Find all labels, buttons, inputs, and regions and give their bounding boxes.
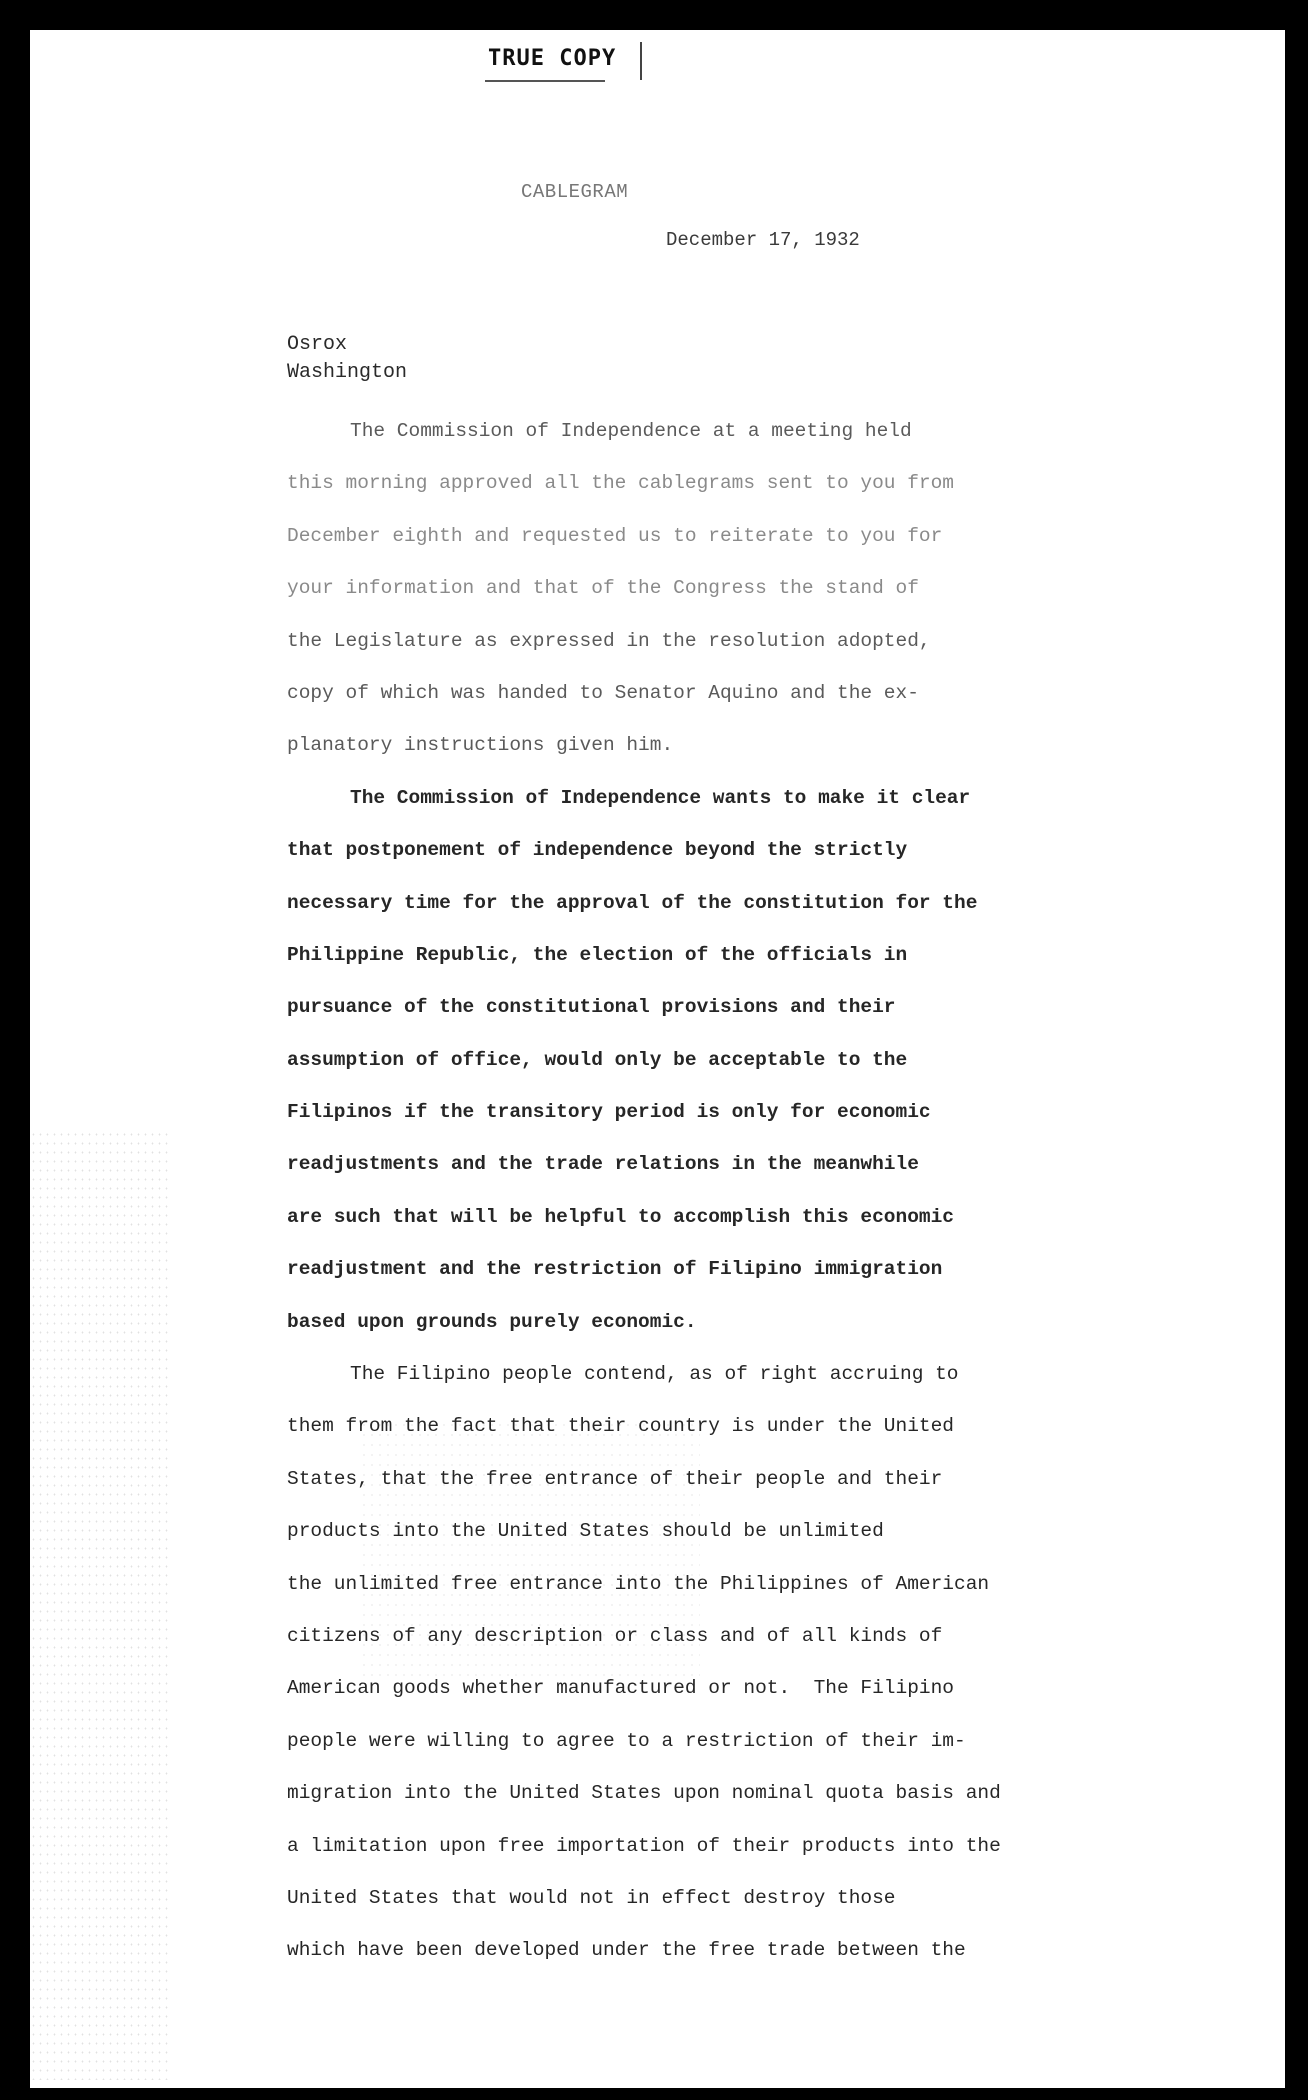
text-line: the Legislature as expressed in the resolution adopted, (287, 629, 931, 652)
text-line: pursuance of the constitutional provisions and their (287, 996, 896, 1019)
text-line: based upon grounds purely economic. (287, 1310, 697, 1333)
paragraph-1 (287, 405, 1167, 772)
text-line: The Commission of Independence at a meeting held (350, 420, 912, 442)
text-line: American goods whether manufactured or not. The Filipino (287, 1677, 955, 1700)
text-line: Filipinos if the transitory period is only for economic (287, 1101, 931, 1124)
document-date: December 17, 1932 (666, 229, 860, 251)
text-line: the unlimited free entrance into the Philippines of American (287, 1572, 990, 1595)
text-line: a limitation upon free importation of their products into the (287, 1834, 1001, 1857)
text-line: migration into the United States upon nominal quota basis and (287, 1782, 1001, 1805)
text-line: this morning approved all the cablegrams sent to you from (287, 472, 955, 495)
text-line: citizens of any description or class and of all kinds of (287, 1624, 943, 1647)
text-line: readjustment and the restriction of Filipino immigration (287, 1258, 943, 1281)
text-line: people were willing to agree to a restriction of their im- (287, 1729, 966, 1752)
text-line: The Commission of Independence wants to make it clear (350, 786, 971, 809)
text-line: States, that the free entrance of their people and their (287, 1467, 943, 1490)
addressee-line: Osrox (287, 333, 348, 356)
text-line: readjustments and the trade relations in the meanwhile (287, 1153, 919, 1176)
text-line: that postponement of independence beyond the strictly (287, 839, 908, 862)
text-line: planatory instructions given him. (287, 734, 674, 757)
text-line: your information and that of the Congress the stand of (287, 577, 919, 600)
scan-noise-left (30, 1130, 170, 2080)
stamp-margin-mark (640, 42, 642, 80)
document-type: CABLEGRAM (521, 181, 629, 203)
text-line: copy of which was handed to Senator Aquino and the ex- (287, 681, 919, 704)
text-line: necessary time for the approval of the constitution for the (287, 891, 978, 914)
true-copy-stamp: TRUE COPY (488, 46, 617, 71)
text-line: are such that will be helpful to accomplish this economic (287, 1205, 955, 1228)
addressee-block (287, 331, 407, 387)
text-line: December eighth and requested us to reiterate to you for (287, 524, 943, 547)
text-line: which have been developed under the free trade between the (287, 1939, 966, 1962)
message-body (287, 405, 1167, 1977)
addressee-line: Washington (287, 361, 408, 384)
text-line: products into the United States should be unlimited (287, 1520, 884, 1543)
paragraph-3 (287, 1348, 1167, 1977)
document-page (30, 30, 1285, 2088)
paragraph-2 (287, 772, 1167, 1348)
text-line: Philippine Republic, the election of the officials in (287, 943, 908, 966)
text-line: assumption of office, would only be acceptable to the (287, 1048, 908, 1071)
text-line: United States that would not in effect destroy those (287, 1886, 896, 1909)
stamp-underline (485, 80, 605, 82)
text-line: them from the fact that their country is under the United (287, 1415, 955, 1438)
text-line: The Filipino people contend, as of right accruing to (350, 1363, 959, 1386)
